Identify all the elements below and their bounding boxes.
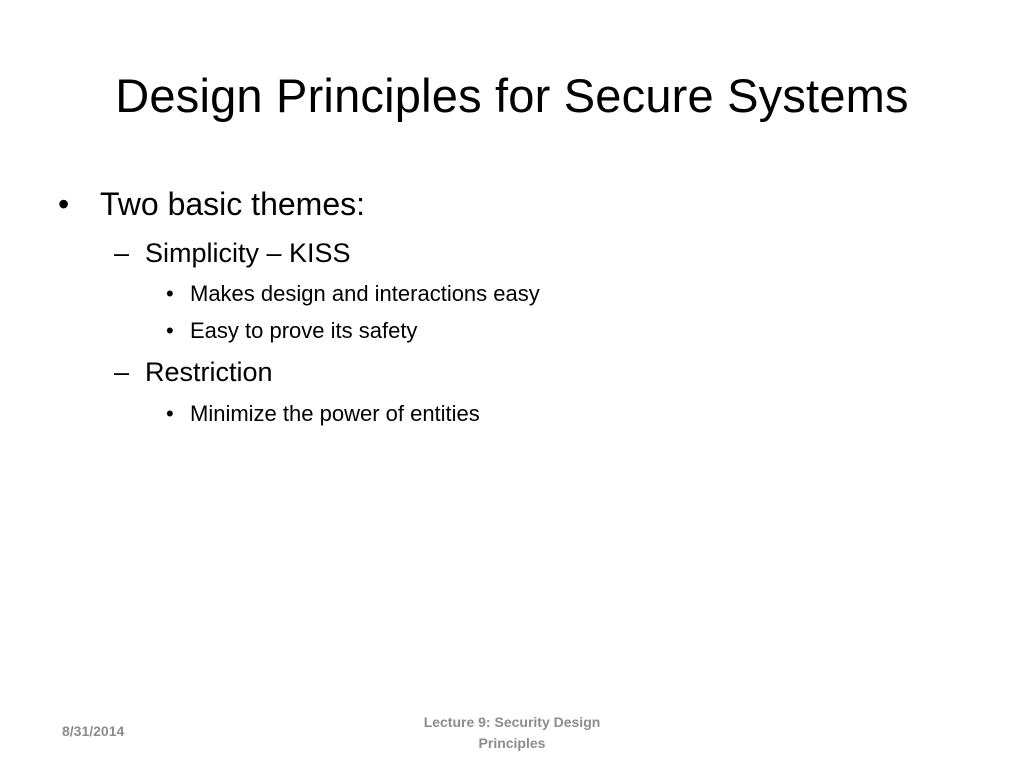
footer-line-2: Principles	[478, 735, 546, 751]
bullet-dot-icon: •	[166, 318, 174, 343]
bullet-dot-icon: •	[166, 401, 174, 426]
dash-icon: –	[114, 357, 130, 387]
footer-line-1: Lecture 9: Security Design	[423, 714, 601, 730]
bullet-text: Minimize the power of entities	[190, 401, 480, 426]
dash-icon: –	[114, 238, 130, 268]
bullet-text: Easy to prove its safety	[190, 318, 418, 343]
footer-date: 8/31/2014	[62, 723, 125, 739]
bullet-dot-icon: •	[166, 281, 174, 306]
bullet-dot-icon: •	[58, 186, 70, 222]
footer-lecture-title	[362, 712, 662, 754]
bullet-text: Simplicity – KISS	[145, 238, 351, 268]
bullet-text: Two basic themes:	[100, 186, 365, 222]
bullet-text: Restriction	[145, 357, 273, 387]
bullet-text: Makes design and interactions easy	[190, 281, 540, 306]
slide-title: Design Principles for Secure Systems	[115, 69, 909, 122]
